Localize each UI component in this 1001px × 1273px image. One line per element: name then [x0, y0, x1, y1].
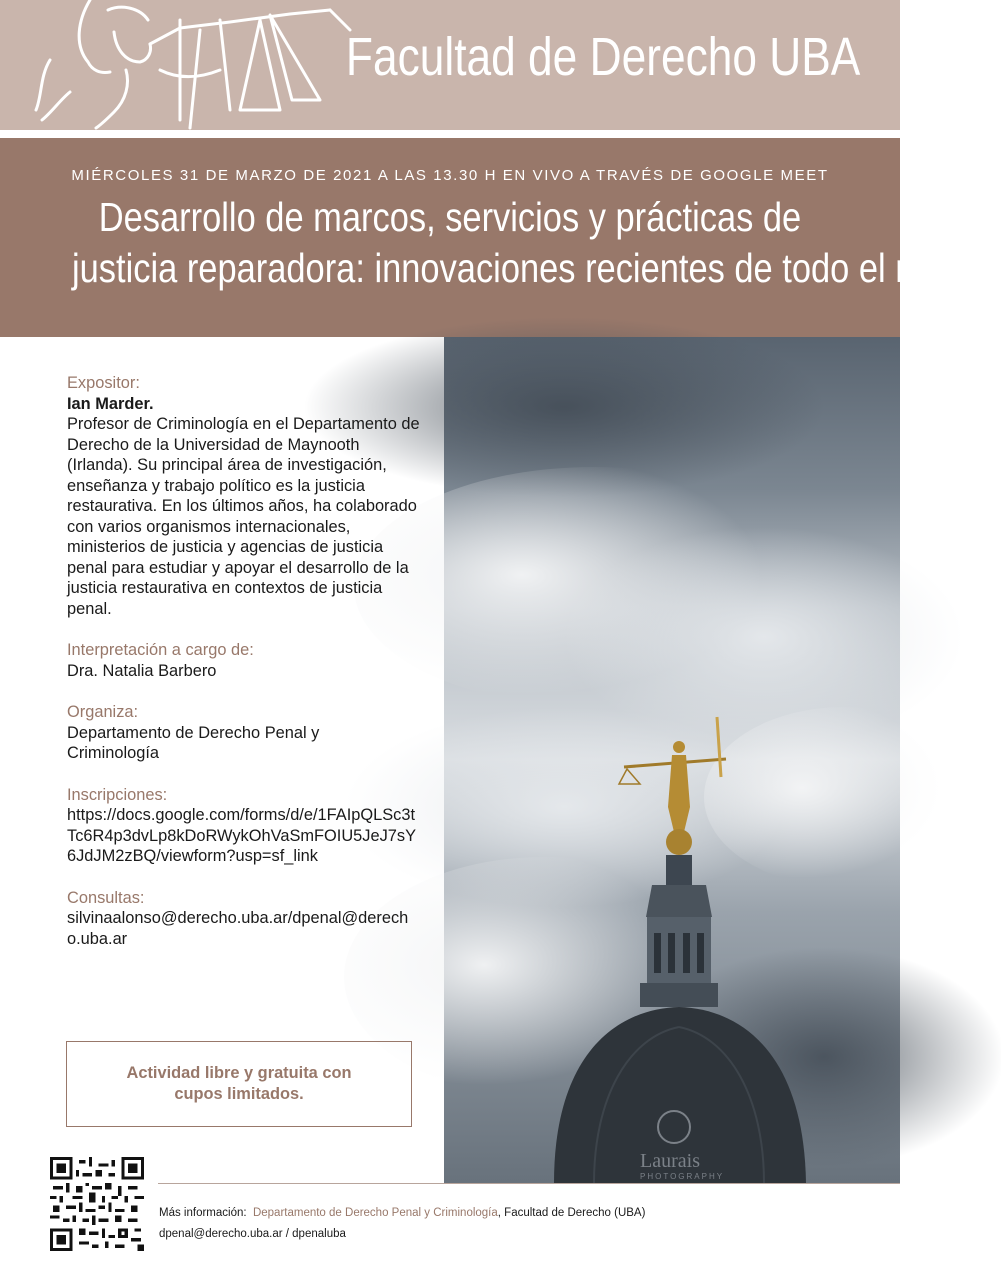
- speaker-label: Expositor:: [67, 374, 140, 392]
- event-date-line: MIÉRCOLES 31 DE MARZO DE 2021 A LAS 13.30 H EN VIVO A TRAVÉS DE GOOGLE MEET: [71, 167, 829, 184]
- free-activity-notice: [66, 1041, 412, 1127]
- registration-link[interactable]: https://docs.google.com/forms/d/e/1FAIpQLSc3tTc6R4p3dvLp8kDoRWykOhVaSmFOIU5JeJ7sY6JdJM2zBQ/viewform?usp=sf_link: [67, 806, 417, 865]
- contact-label: Consultas:: [67, 888, 145, 907]
- footer-suffix: , Facultad de Derecho (UBA): [497, 1207, 646, 1219]
- organizer-label: Organiza:: [67, 703, 139, 721]
- organizer-name: Departamento de Derecho Penal y Criminología: [67, 723, 320, 762]
- registration-label: Inscripciones:: [67, 785, 168, 804]
- photo-watermark: Laurais: [640, 1150, 700, 1172]
- speaker-section: [67, 373, 427, 619]
- footer-line-1: [159, 1203, 645, 1224]
- interpreter-label: Interpretación a cargo de:: [67, 641, 254, 659]
- organizer-section: [67, 702, 427, 764]
- notice-text: Actividad libre y gratuita con cupos limitados.: [126, 1064, 352, 1103]
- contact-section: [67, 888, 427, 950]
- qr-code-icon[interactable]: [50, 1157, 144, 1251]
- speaker-name: Ian Marder.: [67, 394, 154, 413]
- event-details: [67, 373, 427, 970]
- footer-dept-link[interactable]: Departamento de Derecho Penal y Criminología: [252, 1207, 498, 1219]
- courthouse-dome-photo: [444, 337, 900, 1183]
- photo-watermark-sub: PHOTOGRAPHY: [640, 1172, 725, 1181]
- interpreter-section: [67, 640, 427, 681]
- footer-info: [159, 1203, 645, 1245]
- contact-emails[interactable]: silvinaalonso@derecho.uba.ar/dpenal@derecho.uba.ar: [67, 909, 409, 948]
- faculty-title: Facultad de Derecho UBA: [345, 27, 860, 87]
- divider: [0, 130, 900, 138]
- registration-section: [67, 785, 427, 867]
- talk-title: [72, 192, 1001, 294]
- footer-contact[interactable]: dpenal@derecho.uba.ar / dpenaluba: [159, 1228, 346, 1240]
- justice-scale-lady-icon: [30, 0, 390, 128]
- footer-prefix: Más información:: [159, 1207, 247, 1219]
- speaker-bio: Profesor de Criminología en el Departamento de Derecho de la Universidad de Maynooth (Irlanda). Su principal área de investigación, enseñanza y trabajo político es la justicia restaurativa. En los últimos años, ha colaborado con varios organismos internacionales, ministerios de justicia y agencias de justicia penal para estudiar y apoyar el desarrollo de la justicia restaurativa en contextos de justicia penal.: [67, 415, 420, 618]
- talk-title-line-1: Desarrollo de marcos, servicios y prácticas de: [98, 194, 802, 240]
- talk-title-line-2: justicia reparadora: innovaciones recientes de todo el mundo: [72, 245, 1001, 291]
- footer-divider: [158, 1183, 900, 1184]
- interpreter-name: Dra. Natalia Barbero: [67, 661, 217, 680]
